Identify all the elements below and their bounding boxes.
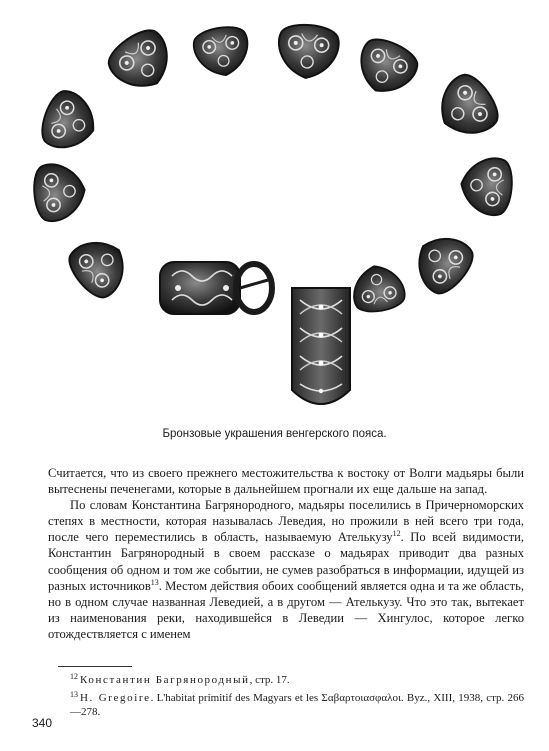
footnote-text: , стр. 17.	[249, 674, 290, 686]
footnotes	[48, 670, 524, 719]
footnote-ref-12[interactable]: 12	[392, 529, 401, 539]
footnote-text: . L'habitat primitif des Magyars et les Σαβαρτοιασφαλοι. Byz., XIII, 1938, стр. 266—278.	[70, 691, 524, 718]
figure-caption: Бронзовые украшения венгерского пояса.	[162, 428, 387, 440]
main-text	[48, 465, 524, 642]
footnote-12	[48, 670, 524, 688]
paragraph-2-part-a: По словам Константина Багрянородного, мадьяры поселились в Причерноморских степях в местности, которая называлась Леведия, но прожили в ней всего три года, после чего переместились в область, называемую Ателькузу	[48, 498, 524, 545]
paragraph-2-part-c: . Местом действия обоих сообщений является одна и та же область, но в одном случае названная Леведией, а в другом — Ателькузу. Что это так, вытекает из наименования реки, находившейся в Леведии — Хингулос, которое легко отождествляется с именем	[48, 578, 524, 641]
footnote-number: 12	[70, 672, 78, 681]
paragraph-2-part-b: . По всей видимости, Константин Багрянородный в своем рассказе о мадьярах приводит два разных сообщения об одном и том же событии, не сумев разобраться в информации, идущей из разных источников	[48, 530, 524, 593]
strap-end	[292, 288, 350, 404]
footnote-author: Константин Багрянородный	[80, 674, 250, 686]
footnote-13	[48, 688, 524, 720]
footnote-ref-13[interactable]: 13	[150, 577, 159, 587]
footnote-number: 13	[70, 689, 78, 699]
footnote-author: H. Gregoire	[80, 691, 151, 704]
paragraph-1: Считается, что из своего прежнего местожительства к востоку от Волги мадьяры были вытеснены печенегами, которые в дальнейшем прогнали их еще дальше на запад.	[48, 466, 524, 497]
page-number: 340	[32, 716, 53, 730]
paragraph-2	[48, 497, 524, 642]
buckle-plate	[160, 262, 272, 314]
footnote-divider	[58, 666, 132, 667]
